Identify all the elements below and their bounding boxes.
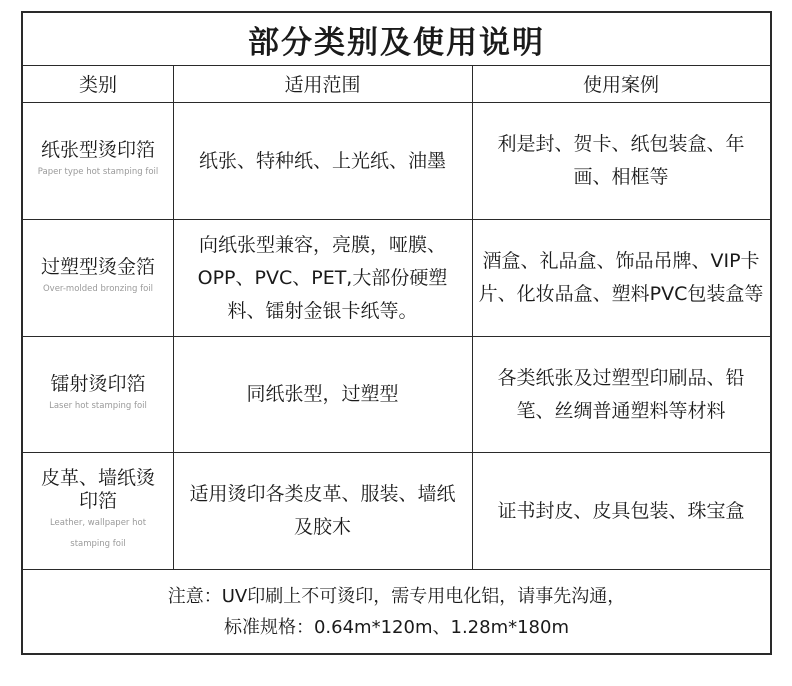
header-category: 类别 <box>78 74 117 96</box>
footer-note <box>23 570 770 653</box>
category-english: Over-molded bronzing foil <box>42 284 154 294</box>
header-cases: 使用案例 <box>582 74 659 96</box>
category-name: 纸张型烫印箔 <box>40 139 155 161</box>
range-cell: 向纸张型兼容，亮膜，哑膜、OPP、PVC、PET,大部份硬塑料、镭射金银卡纸等。 <box>197 233 448 322</box>
note-spec: 标准规格：0.64m*120m、1.28m*180m <box>223 616 569 638</box>
category-name: 过塑型烫金箔 <box>40 256 155 278</box>
category-english: Laser hot stamping foil <box>49 400 147 411</box>
category-cell <box>23 453 173 569</box>
cases-cell: 证书封皮、皮具包装、珠宝盒 <box>497 499 745 522</box>
page-title: 部分类别及使用说明 <box>248 24 545 61</box>
note-caution: 注意：UV印刷上不可烫印，需专用电化铝，请事先沟通， <box>167 585 626 607</box>
cases-cell: 酒盒、礼品盒、饰品吊牌、VIP卡片、化妆品盒、塑料PVC包装盒等 <box>478 250 764 305</box>
category-name: 皮革、墙纸烫印箔 <box>41 467 156 512</box>
range-cell: 纸张、特种纸、上光纸、油墨 <box>198 149 446 172</box>
category-english: Leather, wallpaper hot stamping foil <box>49 518 147 549</box>
category-english: Paper type hot stamping foil <box>37 167 159 177</box>
cases-cell: 利是封、贺卡、纸包装盒、年画、相框等 <box>497 133 745 188</box>
category-name: 镭射烫印箔 <box>50 372 146 395</box>
header-range: 适用范围 <box>284 74 361 96</box>
cases-cell: 各类纸张及过塑型印刷品、铅笔、丝绸普通塑料等材料 <box>497 366 745 422</box>
category-cell <box>23 220 173 336</box>
category-cell <box>23 337 173 452</box>
range-cell: 同纸张型，过塑型 <box>246 383 399 405</box>
category-cell <box>23 103 173 219</box>
usage-table <box>21 11 772 655</box>
range-cell: 适用烫印各类皮革、服装、墙纸及胶木 <box>189 483 456 538</box>
